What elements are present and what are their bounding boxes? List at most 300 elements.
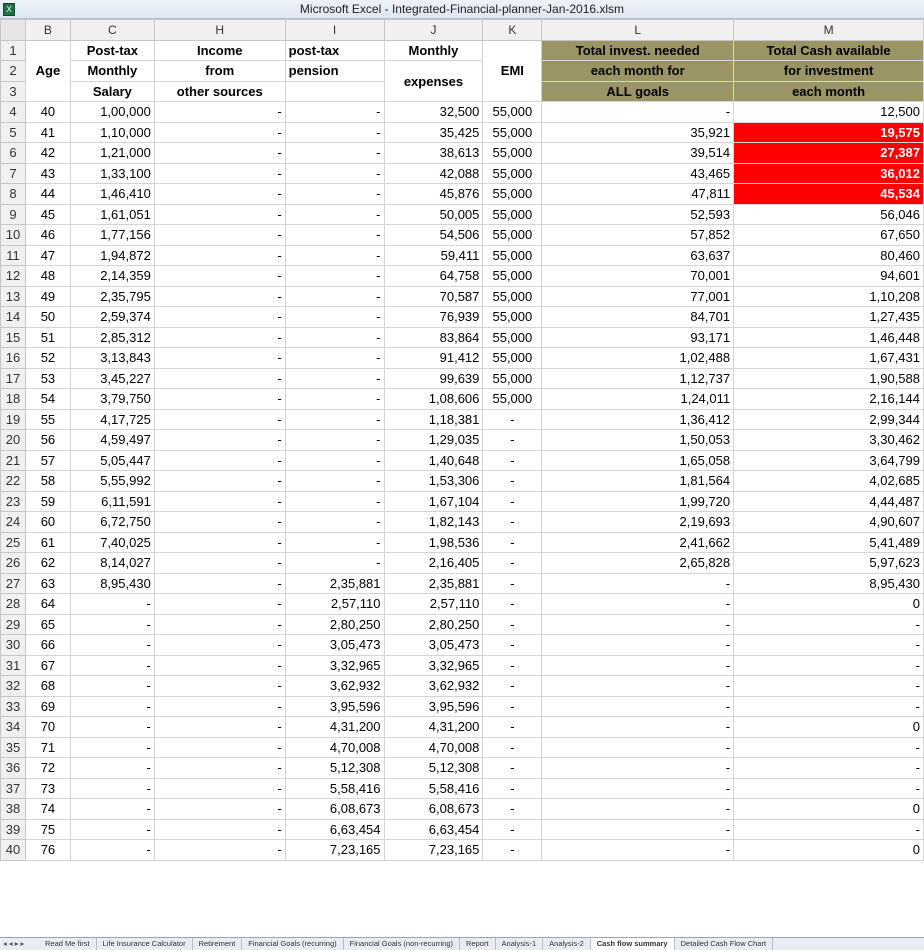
income-cell[interactable]: - bbox=[154, 717, 285, 738]
age-cell[interactable]: 63 bbox=[25, 573, 70, 594]
emi-cell[interactable]: 55,000 bbox=[483, 163, 542, 184]
emi-cell[interactable]: - bbox=[483, 717, 542, 738]
expenses-cell[interactable]: 50,005 bbox=[384, 204, 483, 225]
row-header[interactable]: 37 bbox=[1, 778, 26, 799]
cash-available-cell[interactable]: 1,10,208 bbox=[734, 286, 924, 307]
expenses-cell[interactable]: 70,587 bbox=[384, 286, 483, 307]
cash-available-cell[interactable]: 94,601 bbox=[734, 266, 924, 287]
pension-cell[interactable]: - bbox=[285, 122, 384, 143]
invest-needed-cell[interactable]: 2,41,662 bbox=[542, 532, 734, 553]
income-cell[interactable]: - bbox=[154, 102, 285, 123]
income-cell[interactable]: - bbox=[154, 409, 285, 430]
pension-cell[interactable]: - bbox=[285, 491, 384, 512]
pension-cell[interactable]: - bbox=[285, 409, 384, 430]
row-header[interactable]: 30 bbox=[1, 635, 26, 656]
salary-cell[interactable]: - bbox=[70, 799, 154, 820]
income-cell[interactable]: - bbox=[154, 676, 285, 697]
invest-needed-cell[interactable]: - bbox=[542, 676, 734, 697]
expenses-cell[interactable]: 7,23,165 bbox=[384, 840, 483, 861]
expenses-cell[interactable]: 83,864 bbox=[384, 327, 483, 348]
row-header[interactable]: 3 bbox=[1, 81, 26, 102]
emi-cell[interactable]: 55,000 bbox=[483, 143, 542, 164]
emi-cell[interactable]: - bbox=[483, 450, 542, 471]
income-cell[interactable]: - bbox=[154, 696, 285, 717]
cash-available-cell[interactable]: - bbox=[734, 737, 924, 758]
salary-cell[interactable]: - bbox=[70, 737, 154, 758]
invest-needed-cell[interactable]: 2,65,828 bbox=[542, 553, 734, 574]
emi-cell[interactable]: 55,000 bbox=[483, 122, 542, 143]
salary-cell[interactable]: - bbox=[70, 635, 154, 656]
salary-cell[interactable]: 6,11,591 bbox=[70, 491, 154, 512]
row-header[interactable]: 19 bbox=[1, 409, 26, 430]
cash-available-cell[interactable]: 80,460 bbox=[734, 245, 924, 266]
invest-needed-cell[interactable]: 1,12,737 bbox=[542, 368, 734, 389]
expenses-cell[interactable]: 59,411 bbox=[384, 245, 483, 266]
row-header[interactable]: 35 bbox=[1, 737, 26, 758]
income-cell[interactable]: - bbox=[154, 737, 285, 758]
header-emi[interactable]: EMI bbox=[483, 40, 542, 102]
age-cell[interactable]: 45 bbox=[25, 204, 70, 225]
sheet-tab[interactable]: Financial Goals (non-recurring) bbox=[344, 938, 460, 950]
income-cell[interactable]: - bbox=[154, 122, 285, 143]
pension-cell[interactable]: - bbox=[285, 225, 384, 246]
cash-available-cell[interactable]: 19,575 bbox=[734, 122, 924, 143]
cash-available-cell[interactable]: 12,500 bbox=[734, 102, 924, 123]
pension-cell[interactable]: - bbox=[285, 471, 384, 492]
row-header[interactable]: 27 bbox=[1, 573, 26, 594]
salary-cell[interactable]: 1,21,000 bbox=[70, 143, 154, 164]
expenses-cell[interactable]: 6,63,454 bbox=[384, 819, 483, 840]
invest-needed-cell[interactable]: - bbox=[542, 655, 734, 676]
salary-cell[interactable]: 2,59,374 bbox=[70, 307, 154, 328]
emi-cell[interactable]: - bbox=[483, 512, 542, 533]
row-header[interactable]: 9 bbox=[1, 204, 26, 225]
expenses-cell[interactable]: 35,425 bbox=[384, 122, 483, 143]
income-cell[interactable]: - bbox=[154, 204, 285, 225]
pension-cell[interactable]: - bbox=[285, 184, 384, 205]
income-cell[interactable]: - bbox=[154, 266, 285, 287]
invest-needed-cell[interactable]: - bbox=[542, 696, 734, 717]
expenses-cell[interactable]: 3,62,932 bbox=[384, 676, 483, 697]
invest-needed-cell[interactable]: - bbox=[542, 717, 734, 738]
salary-cell[interactable]: 4,17,725 bbox=[70, 409, 154, 430]
cash-available-cell[interactable]: 0 bbox=[734, 840, 924, 861]
emi-cell[interactable]: 55,000 bbox=[483, 348, 542, 369]
salary-cell[interactable]: - bbox=[70, 655, 154, 676]
expenses-cell[interactable]: 54,506 bbox=[384, 225, 483, 246]
emi-cell[interactable]: 55,000 bbox=[483, 266, 542, 287]
cash-available-cell[interactable]: 0 bbox=[734, 717, 924, 738]
row-header[interactable]: 18 bbox=[1, 389, 26, 410]
expenses-cell[interactable]: 1,53,306 bbox=[384, 471, 483, 492]
salary-cell[interactable]: - bbox=[70, 696, 154, 717]
row-header[interactable]: 13 bbox=[1, 286, 26, 307]
pension-cell[interactable]: - bbox=[285, 102, 384, 123]
row-header[interactable]: 23 bbox=[1, 491, 26, 512]
emi-cell[interactable]: - bbox=[483, 840, 542, 861]
salary-cell[interactable]: 1,46,410 bbox=[70, 184, 154, 205]
income-cell[interactable]: - bbox=[154, 471, 285, 492]
expenses-cell[interactable]: 1,29,035 bbox=[384, 430, 483, 451]
invest-needed-cell[interactable]: - bbox=[542, 758, 734, 779]
invest-needed-cell[interactable]: 47,811 bbox=[542, 184, 734, 205]
cash-available-cell[interactable]: - bbox=[734, 696, 924, 717]
income-cell[interactable]: - bbox=[154, 819, 285, 840]
emi-cell[interactable]: 55,000 bbox=[483, 225, 542, 246]
expenses-cell[interactable]: 38,613 bbox=[384, 143, 483, 164]
age-cell[interactable]: 73 bbox=[25, 778, 70, 799]
salary-cell[interactable]: 2,85,312 bbox=[70, 327, 154, 348]
pension-cell[interactable]: - bbox=[285, 512, 384, 533]
invest-needed-cell[interactable]: - bbox=[542, 573, 734, 594]
header-invest-line3[interactable]: ALL goals bbox=[542, 81, 734, 102]
age-cell[interactable]: 60 bbox=[25, 512, 70, 533]
header-invest-line1[interactable]: Total invest. needed bbox=[542, 40, 734, 61]
invest-needed-cell[interactable]: 43,465 bbox=[542, 163, 734, 184]
pension-cell[interactable]: - bbox=[285, 389, 384, 410]
cash-available-cell[interactable]: 2,16,144 bbox=[734, 389, 924, 410]
cash-available-cell[interactable]: 8,95,430 bbox=[734, 573, 924, 594]
salary-cell[interactable]: 5,55,992 bbox=[70, 471, 154, 492]
salary-cell[interactable]: 7,40,025 bbox=[70, 532, 154, 553]
expenses-cell[interactable]: 42,088 bbox=[384, 163, 483, 184]
income-cell[interactable]: - bbox=[154, 143, 285, 164]
pension-cell[interactable]: - bbox=[285, 327, 384, 348]
sheet-tab[interactable]: Read Me first bbox=[39, 938, 97, 950]
pension-cell[interactable]: 6,63,454 bbox=[285, 819, 384, 840]
expenses-cell[interactable]: 3,32,965 bbox=[384, 655, 483, 676]
pension-cell[interactable]: 3,95,596 bbox=[285, 696, 384, 717]
cash-available-cell[interactable]: 1,46,448 bbox=[734, 327, 924, 348]
column-header-m[interactable]: M bbox=[734, 20, 924, 41]
expenses-cell[interactable]: 64,758 bbox=[384, 266, 483, 287]
salary-cell[interactable]: 2,14,359 bbox=[70, 266, 154, 287]
emi-cell[interactable]: - bbox=[483, 409, 542, 430]
income-cell[interactable]: - bbox=[154, 573, 285, 594]
invest-needed-cell[interactable]: 70,001 bbox=[542, 266, 734, 287]
pension-cell[interactable]: - bbox=[285, 307, 384, 328]
pension-cell[interactable]: - bbox=[285, 266, 384, 287]
column-header-k[interactable]: K bbox=[483, 20, 542, 41]
invest-needed-cell[interactable]: 1,81,564 bbox=[542, 471, 734, 492]
invest-needed-cell[interactable]: 1,02,488 bbox=[542, 348, 734, 369]
sheet-tab[interactable]: Analysis-2 bbox=[543, 938, 591, 950]
row-header[interactable]: 10 bbox=[1, 225, 26, 246]
age-cell[interactable]: 61 bbox=[25, 532, 70, 553]
expenses-cell[interactable]: 2,35,881 bbox=[384, 573, 483, 594]
expenses-cell[interactable]: 32,500 bbox=[384, 102, 483, 123]
emi-cell[interactable]: 55,000 bbox=[483, 286, 542, 307]
pension-cell[interactable]: 7,23,165 bbox=[285, 840, 384, 861]
invest-needed-cell[interactable]: 1,99,720 bbox=[542, 491, 734, 512]
age-cell[interactable]: 52 bbox=[25, 348, 70, 369]
column-header-h[interactable]: H bbox=[154, 20, 285, 41]
row-header[interactable]: 16 bbox=[1, 348, 26, 369]
emi-cell[interactable]: 55,000 bbox=[483, 368, 542, 389]
emi-cell[interactable]: - bbox=[483, 573, 542, 594]
row-header[interactable]: 2 bbox=[1, 61, 26, 82]
row-header[interactable]: 15 bbox=[1, 327, 26, 348]
salary-cell[interactable]: - bbox=[70, 594, 154, 615]
header-age[interactable]: Age bbox=[25, 40, 70, 102]
income-cell[interactable]: - bbox=[154, 368, 285, 389]
row-header[interactable]: 29 bbox=[1, 614, 26, 635]
salary-cell[interactable]: 1,00,000 bbox=[70, 102, 154, 123]
age-cell[interactable]: 56 bbox=[25, 430, 70, 451]
pension-cell[interactable]: - bbox=[285, 286, 384, 307]
salary-cell[interactable]: - bbox=[70, 819, 154, 840]
sheet-tab[interactable]: Life Insurance Calculator bbox=[97, 938, 193, 950]
salary-cell[interactable]: 8,14,027 bbox=[70, 553, 154, 574]
header-income-line3[interactable]: other sources bbox=[154, 81, 285, 102]
invest-needed-cell[interactable]: 2,19,693 bbox=[542, 512, 734, 533]
expenses-cell[interactable]: 3,05,473 bbox=[384, 635, 483, 656]
header-salary-line2[interactable]: Monthly bbox=[70, 61, 154, 82]
salary-cell[interactable]: 1,77,156 bbox=[70, 225, 154, 246]
expenses-cell[interactable]: 1,67,104 bbox=[384, 491, 483, 512]
emi-cell[interactable]: - bbox=[483, 737, 542, 758]
expenses-cell[interactable]: 91,412 bbox=[384, 348, 483, 369]
expenses-cell[interactable]: 4,31,200 bbox=[384, 717, 483, 738]
expenses-cell[interactable]: 1,40,648 bbox=[384, 450, 483, 471]
pension-cell[interactable]: 6,08,673 bbox=[285, 799, 384, 820]
salary-cell[interactable]: - bbox=[70, 758, 154, 779]
cash-available-cell[interactable]: - bbox=[734, 676, 924, 697]
tab-scroll-arrows-icon[interactable]: ◂ ◂ ▸ ▸ bbox=[3, 939, 25, 948]
invest-needed-cell[interactable]: - bbox=[542, 799, 734, 820]
age-cell[interactable]: 44 bbox=[25, 184, 70, 205]
income-cell[interactable]: - bbox=[154, 758, 285, 779]
invest-needed-cell[interactable]: 39,514 bbox=[542, 143, 734, 164]
salary-cell[interactable]: - bbox=[70, 614, 154, 635]
header-pension-line1[interactable]: post-tax bbox=[285, 40, 384, 61]
pension-cell[interactable]: 5,58,416 bbox=[285, 778, 384, 799]
income-cell[interactable]: - bbox=[154, 594, 285, 615]
income-cell[interactable]: - bbox=[154, 635, 285, 656]
row-header[interactable]: 34 bbox=[1, 717, 26, 738]
emi-cell[interactable]: 55,000 bbox=[483, 389, 542, 410]
age-cell[interactable]: 41 bbox=[25, 122, 70, 143]
pension-cell[interactable]: - bbox=[285, 532, 384, 553]
header-income-line1[interactable]: Income bbox=[154, 40, 285, 61]
spreadsheet-grid[interactable] bbox=[0, 19, 924, 861]
emi-cell[interactable]: - bbox=[483, 696, 542, 717]
expenses-cell[interactable]: 2,80,250 bbox=[384, 614, 483, 635]
expenses-cell[interactable]: 45,876 bbox=[384, 184, 483, 205]
expenses-cell[interactable]: 1,98,536 bbox=[384, 532, 483, 553]
pension-cell[interactable]: 5,12,308 bbox=[285, 758, 384, 779]
invest-needed-cell[interactable]: 35,921 bbox=[542, 122, 734, 143]
income-cell[interactable]: - bbox=[154, 327, 285, 348]
cash-available-cell[interactable]: 27,387 bbox=[734, 143, 924, 164]
age-cell[interactable]: 55 bbox=[25, 409, 70, 430]
header-cash-line3[interactable]: each month bbox=[734, 81, 924, 102]
row-header[interactable]: 38 bbox=[1, 799, 26, 820]
emi-cell[interactable]: - bbox=[483, 635, 542, 656]
emi-cell[interactable]: - bbox=[483, 553, 542, 574]
pension-cell[interactable]: 3,62,932 bbox=[285, 676, 384, 697]
income-cell[interactable]: - bbox=[154, 307, 285, 328]
pension-cell[interactable]: 2,57,110 bbox=[285, 594, 384, 615]
cash-available-cell[interactable]: 5,41,489 bbox=[734, 532, 924, 553]
age-cell[interactable]: 54 bbox=[25, 389, 70, 410]
header-salary-line3[interactable]: Salary bbox=[70, 81, 154, 102]
salary-cell[interactable]: 5,05,447 bbox=[70, 450, 154, 471]
salary-cell[interactable]: 4,59,497 bbox=[70, 430, 154, 451]
expenses-cell[interactable]: 99,639 bbox=[384, 368, 483, 389]
age-cell[interactable]: 70 bbox=[25, 717, 70, 738]
cash-available-cell[interactable]: 1,90,588 bbox=[734, 368, 924, 389]
invest-needed-cell[interactable]: 52,593 bbox=[542, 204, 734, 225]
sheet-tab[interactable]: Report bbox=[460, 938, 496, 950]
sheet-tab[interactable]: Retirement bbox=[193, 938, 243, 950]
expenses-cell[interactable]: 2,16,405 bbox=[384, 553, 483, 574]
expenses-cell[interactable]: 2,57,110 bbox=[384, 594, 483, 615]
row-header[interactable]: 36 bbox=[1, 758, 26, 779]
emi-cell[interactable]: 55,000 bbox=[483, 245, 542, 266]
age-cell[interactable]: 68 bbox=[25, 676, 70, 697]
emi-cell[interactable]: 55,000 bbox=[483, 102, 542, 123]
expenses-cell[interactable]: 5,58,416 bbox=[384, 778, 483, 799]
cash-available-cell[interactable]: 0 bbox=[734, 594, 924, 615]
pension-cell[interactable]: - bbox=[285, 204, 384, 225]
column-header-j[interactable]: J bbox=[384, 20, 483, 41]
income-cell[interactable]: - bbox=[154, 286, 285, 307]
pension-cell[interactable]: 3,32,965 bbox=[285, 655, 384, 676]
pension-cell[interactable]: - bbox=[285, 430, 384, 451]
emi-cell[interactable]: - bbox=[483, 819, 542, 840]
age-cell[interactable]: 46 bbox=[25, 225, 70, 246]
pension-cell[interactable]: - bbox=[285, 163, 384, 184]
age-cell[interactable]: 59 bbox=[25, 491, 70, 512]
age-cell[interactable]: 40 bbox=[25, 102, 70, 123]
cash-available-cell[interactable]: 1,27,435 bbox=[734, 307, 924, 328]
invest-needed-cell[interactable]: - bbox=[542, 778, 734, 799]
emi-cell[interactable]: - bbox=[483, 594, 542, 615]
age-cell[interactable]: 58 bbox=[25, 471, 70, 492]
row-header[interactable]: 40 bbox=[1, 840, 26, 861]
salary-cell[interactable]: 3,45,227 bbox=[70, 368, 154, 389]
age-cell[interactable]: 66 bbox=[25, 635, 70, 656]
header-pension-line2[interactable]: pension bbox=[285, 61, 384, 82]
cash-available-cell[interactable]: 5,97,623 bbox=[734, 553, 924, 574]
invest-needed-cell[interactable]: 1,50,053 bbox=[542, 430, 734, 451]
income-cell[interactable]: - bbox=[154, 184, 285, 205]
row-header[interactable]: 4 bbox=[1, 102, 26, 123]
header-invest-line2[interactable]: each month for bbox=[542, 61, 734, 82]
header-cash-line2[interactable]: for investment bbox=[734, 61, 924, 82]
invest-needed-cell[interactable]: 1,24,011 bbox=[542, 389, 734, 410]
age-cell[interactable]: 69 bbox=[25, 696, 70, 717]
age-cell[interactable]: 71 bbox=[25, 737, 70, 758]
pension-cell[interactable]: - bbox=[285, 450, 384, 471]
pension-cell[interactable]: - bbox=[285, 348, 384, 369]
income-cell[interactable]: - bbox=[154, 163, 285, 184]
age-cell[interactable]: 50 bbox=[25, 307, 70, 328]
pension-cell[interactable]: 4,70,008 bbox=[285, 737, 384, 758]
age-cell[interactable]: 65 bbox=[25, 614, 70, 635]
header-salary-line1[interactable]: Post-tax bbox=[70, 40, 154, 61]
salary-cell[interactable]: 2,35,795 bbox=[70, 286, 154, 307]
row-header[interactable]: 11 bbox=[1, 245, 26, 266]
cash-available-cell[interactable]: 4,02,685 bbox=[734, 471, 924, 492]
cash-available-cell[interactable]: 3,30,462 bbox=[734, 430, 924, 451]
header-expenses-line1[interactable]: Monthly bbox=[384, 40, 483, 61]
column-header-l[interactable]: L bbox=[542, 20, 734, 41]
pension-cell[interactable]: - bbox=[285, 553, 384, 574]
invest-needed-cell[interactable]: - bbox=[542, 102, 734, 123]
pension-cell[interactable]: 2,35,881 bbox=[285, 573, 384, 594]
emi-cell[interactable]: 55,000 bbox=[483, 204, 542, 225]
income-cell[interactable]: - bbox=[154, 614, 285, 635]
income-cell[interactable]: - bbox=[154, 840, 285, 861]
pension-cell[interactable]: 4,31,200 bbox=[285, 717, 384, 738]
invest-needed-cell[interactable]: 57,852 bbox=[542, 225, 734, 246]
excel-icon[interactable]: X bbox=[3, 3, 15, 16]
cash-available-cell[interactable]: - bbox=[734, 614, 924, 635]
invest-needed-cell[interactable]: 63,637 bbox=[542, 245, 734, 266]
age-cell[interactable]: 51 bbox=[25, 327, 70, 348]
age-cell[interactable]: 49 bbox=[25, 286, 70, 307]
expenses-cell[interactable]: 1,18,381 bbox=[384, 409, 483, 430]
invest-needed-cell[interactable]: 93,171 bbox=[542, 327, 734, 348]
row-header[interactable]: 8 bbox=[1, 184, 26, 205]
age-cell[interactable]: 43 bbox=[25, 163, 70, 184]
pension-cell[interactable]: - bbox=[285, 245, 384, 266]
income-cell[interactable]: - bbox=[154, 655, 285, 676]
row-header[interactable]: 25 bbox=[1, 532, 26, 553]
income-cell[interactable]: - bbox=[154, 348, 285, 369]
pension-cell[interactable]: - bbox=[285, 368, 384, 389]
pension-cell[interactable]: 3,05,473 bbox=[285, 635, 384, 656]
invest-needed-cell[interactable]: - bbox=[542, 840, 734, 861]
cash-available-cell[interactable]: - bbox=[734, 819, 924, 840]
income-cell[interactable]: - bbox=[154, 778, 285, 799]
emi-cell[interactable]: - bbox=[483, 614, 542, 635]
invest-needed-cell[interactable]: - bbox=[542, 635, 734, 656]
cash-available-cell[interactable]: - bbox=[734, 635, 924, 656]
expenses-cell[interactable]: 6,08,673 bbox=[384, 799, 483, 820]
age-cell[interactable]: 47 bbox=[25, 245, 70, 266]
income-cell[interactable]: - bbox=[154, 450, 285, 471]
age-cell[interactable]: 53 bbox=[25, 368, 70, 389]
row-header[interactable]: 22 bbox=[1, 471, 26, 492]
cash-available-cell[interactable]: 36,012 bbox=[734, 163, 924, 184]
age-cell[interactable]: 76 bbox=[25, 840, 70, 861]
income-cell[interactable]: - bbox=[154, 532, 285, 553]
row-header[interactable]: 31 bbox=[1, 655, 26, 676]
cash-available-cell[interactable]: 56,046 bbox=[734, 204, 924, 225]
header-expenses-line2[interactable]: expenses bbox=[384, 61, 483, 102]
age-cell[interactable]: 62 bbox=[25, 553, 70, 574]
row-header[interactable]: 39 bbox=[1, 819, 26, 840]
age-cell[interactable]: 48 bbox=[25, 266, 70, 287]
cash-available-cell[interactable]: - bbox=[734, 778, 924, 799]
column-header-c[interactable]: C bbox=[70, 20, 154, 41]
invest-needed-cell[interactable]: 84,701 bbox=[542, 307, 734, 328]
salary-cell[interactable]: 1,10,000 bbox=[70, 122, 154, 143]
pension-cell[interactable]: - bbox=[285, 143, 384, 164]
income-cell[interactable]: - bbox=[154, 799, 285, 820]
invest-needed-cell[interactable]: - bbox=[542, 819, 734, 840]
income-cell[interactable]: - bbox=[154, 389, 285, 410]
salary-cell[interactable]: 1,61,051 bbox=[70, 204, 154, 225]
salary-cell[interactable]: 1,33,100 bbox=[70, 163, 154, 184]
cash-available-cell[interactable]: 0 bbox=[734, 799, 924, 820]
age-cell[interactable]: 67 bbox=[25, 655, 70, 676]
income-cell[interactable]: - bbox=[154, 512, 285, 533]
age-cell[interactable]: 75 bbox=[25, 819, 70, 840]
